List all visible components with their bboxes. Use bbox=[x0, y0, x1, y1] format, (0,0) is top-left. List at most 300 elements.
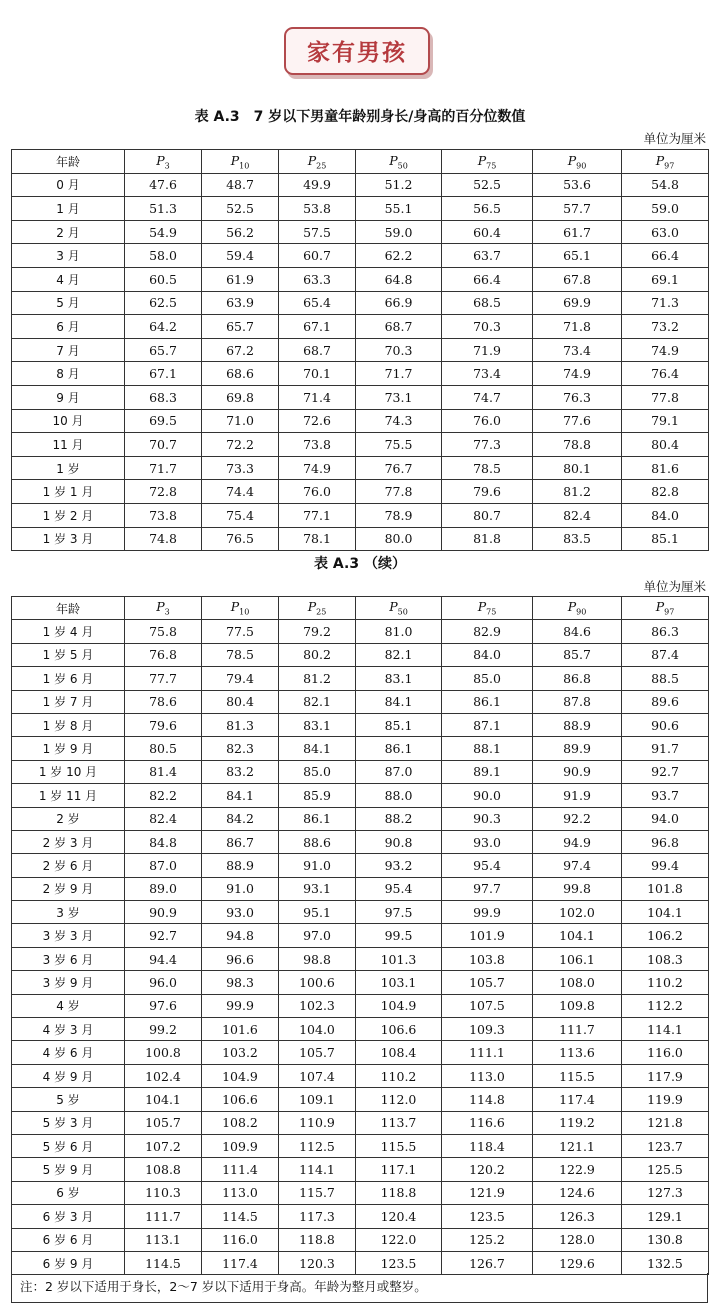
value-cell: 112.2 bbox=[622, 994, 709, 1017]
value-cell: 108.2 bbox=[202, 1111, 279, 1134]
value-cell: 102.0 bbox=[533, 901, 622, 924]
value-cell: 91.0 bbox=[279, 854, 356, 877]
value-cell: 108.8 bbox=[125, 1158, 202, 1181]
column-header-p3: $P_3$ bbox=[125, 597, 202, 620]
table-row bbox=[12, 173, 709, 197]
value-cell: 121.8 bbox=[622, 1111, 709, 1134]
value-cell: 82.1 bbox=[279, 690, 356, 713]
column-header-p97: $P_{97}$ bbox=[622, 150, 709, 174]
value-cell: 79.6 bbox=[442, 480, 533, 504]
value-cell: 89.6 bbox=[622, 690, 709, 713]
value-cell: 74.4 bbox=[202, 480, 279, 504]
value-cell: 98.8 bbox=[279, 947, 356, 970]
table-row bbox=[12, 480, 709, 504]
table-row bbox=[12, 362, 709, 386]
table-row bbox=[12, 620, 709, 643]
value-cell: 83.5 bbox=[533, 527, 622, 551]
table-row bbox=[12, 994, 709, 1017]
value-cell: 75.5 bbox=[356, 433, 442, 457]
value-cell: 90.9 bbox=[533, 760, 622, 783]
age-cell: 9 月 bbox=[12, 385, 125, 409]
value-cell: 76.4 bbox=[622, 362, 709, 386]
value-cell: 125.5 bbox=[622, 1158, 709, 1181]
value-cell: 67.1 bbox=[125, 362, 202, 386]
value-cell: 108.3 bbox=[622, 947, 709, 970]
value-cell: 76.7 bbox=[356, 456, 442, 480]
value-cell: 122.9 bbox=[533, 1158, 622, 1181]
table-row bbox=[12, 737, 709, 760]
value-cell: 93.2 bbox=[356, 854, 442, 877]
value-cell: 111.1 bbox=[442, 1041, 533, 1064]
value-cell: 76.0 bbox=[442, 409, 533, 433]
value-cell: 89.1 bbox=[442, 760, 533, 783]
value-cell: 90.8 bbox=[356, 830, 442, 853]
value-cell: 84.0 bbox=[442, 643, 533, 666]
value-cell: 129.1 bbox=[622, 1205, 709, 1228]
value-cell: 96.0 bbox=[125, 971, 202, 994]
value-cell: 92.7 bbox=[622, 760, 709, 783]
value-cell: 100.8 bbox=[125, 1041, 202, 1064]
value-cell: 51.2 bbox=[356, 173, 442, 197]
value-cell: 100.6 bbox=[279, 971, 356, 994]
value-cell: 58.0 bbox=[125, 244, 202, 268]
value-cell: 74.3 bbox=[356, 409, 442, 433]
value-cell: 101.6 bbox=[202, 1018, 279, 1041]
value-cell: 75.4 bbox=[202, 503, 279, 527]
value-cell: 88.1 bbox=[442, 737, 533, 760]
value-cell: 59.0 bbox=[356, 220, 442, 244]
value-cell: 55.1 bbox=[356, 197, 442, 221]
value-cell: 51.3 bbox=[125, 197, 202, 221]
value-cell: 83.2 bbox=[202, 760, 279, 783]
value-cell: 115.5 bbox=[356, 1134, 442, 1157]
table-row bbox=[12, 1205, 709, 1228]
value-cell: 59.0 bbox=[622, 197, 709, 221]
age-cell: 3 月 bbox=[12, 244, 125, 268]
value-cell: 84.6 bbox=[533, 620, 622, 643]
header-row bbox=[12, 597, 709, 620]
value-cell: 63.0 bbox=[622, 220, 709, 244]
age-cell: 10 月 bbox=[12, 409, 125, 433]
column-header-p90: $P_{90}$ bbox=[533, 597, 622, 620]
value-cell: 62.2 bbox=[356, 244, 442, 268]
value-cell: 93.7 bbox=[622, 784, 709, 807]
table-row bbox=[12, 1228, 709, 1251]
value-cell: 88.9 bbox=[533, 713, 622, 736]
value-cell: 124.6 bbox=[533, 1181, 622, 1204]
value-cell: 78.5 bbox=[442, 456, 533, 480]
value-cell: 76.5 bbox=[202, 527, 279, 551]
value-cell: 68.7 bbox=[356, 315, 442, 339]
value-cell: 111.7 bbox=[533, 1018, 622, 1041]
value-cell: 104.9 bbox=[202, 1064, 279, 1087]
value-cell: 117.9 bbox=[622, 1064, 709, 1087]
value-cell: 84.0 bbox=[622, 503, 709, 527]
value-cell: 60.4 bbox=[442, 220, 533, 244]
value-cell: 99.8 bbox=[533, 877, 622, 900]
value-cell: 109.9 bbox=[202, 1134, 279, 1157]
value-cell: 85.7 bbox=[533, 643, 622, 666]
value-cell: 96.6 bbox=[202, 947, 279, 970]
value-cell: 99.4 bbox=[622, 854, 709, 877]
value-cell: 115.5 bbox=[533, 1064, 622, 1087]
value-cell: 121.9 bbox=[442, 1181, 533, 1204]
value-cell: 78.8 bbox=[533, 433, 622, 457]
column-header-p75: $P_{75}$ bbox=[442, 597, 533, 620]
value-cell: 101.3 bbox=[356, 947, 442, 970]
value-cell: 86.3 bbox=[622, 620, 709, 643]
age-cell: 5 岁 bbox=[12, 1088, 125, 1111]
value-cell: 120.3 bbox=[279, 1251, 356, 1274]
value-cell: 104.1 bbox=[125, 1088, 202, 1111]
value-cell: 105.7 bbox=[125, 1111, 202, 1134]
value-cell: 113.0 bbox=[442, 1064, 533, 1087]
value-cell: 96.8 bbox=[622, 830, 709, 853]
value-cell: 82.9 bbox=[442, 620, 533, 643]
value-cell: 65.1 bbox=[533, 244, 622, 268]
table-row bbox=[12, 667, 709, 690]
value-cell: 74.8 bbox=[125, 527, 202, 551]
column-header-p90: $P_{90}$ bbox=[533, 150, 622, 174]
value-cell: 62.5 bbox=[125, 291, 202, 315]
value-cell: 107.2 bbox=[125, 1134, 202, 1157]
value-cell: 71.7 bbox=[125, 456, 202, 480]
value-cell: 116.0 bbox=[622, 1041, 709, 1064]
table-row bbox=[12, 1158, 709, 1181]
value-cell: 97.5 bbox=[356, 901, 442, 924]
value-cell: 89.0 bbox=[125, 877, 202, 900]
age-cell: 6 月 bbox=[12, 315, 125, 339]
age-cell: 6 岁 bbox=[12, 1181, 125, 1204]
value-cell: 77.1 bbox=[279, 503, 356, 527]
table-row bbox=[12, 315, 709, 339]
value-cell: 114.1 bbox=[279, 1158, 356, 1181]
value-cell: 71.3 bbox=[622, 291, 709, 315]
value-cell: 109.1 bbox=[279, 1088, 356, 1111]
brand-badge: 家有男孩 bbox=[284, 27, 430, 75]
value-cell: 70.3 bbox=[442, 315, 533, 339]
value-cell: 116.0 bbox=[202, 1228, 279, 1251]
value-cell: 79.6 bbox=[125, 713, 202, 736]
value-cell: 121.1 bbox=[533, 1134, 622, 1157]
value-cell: 125.2 bbox=[442, 1228, 533, 1251]
value-cell: 74.7 bbox=[442, 385, 533, 409]
value-cell: 76.0 bbox=[279, 480, 356, 504]
age-cell: 2 岁 6 月 bbox=[12, 854, 125, 877]
value-cell: 110.2 bbox=[622, 971, 709, 994]
value-cell: 87.1 bbox=[442, 713, 533, 736]
value-cell: 68.6 bbox=[202, 362, 279, 386]
value-cell: 84.1 bbox=[356, 690, 442, 713]
value-cell: 52.5 bbox=[442, 173, 533, 197]
column-header-p25: $P_{25}$ bbox=[279, 150, 356, 174]
value-cell: 104.9 bbox=[356, 994, 442, 1017]
value-cell: 94.0 bbox=[622, 807, 709, 830]
age-cell: 5 月 bbox=[12, 291, 125, 315]
value-cell: 63.3 bbox=[279, 267, 356, 291]
age-cell: 2 岁 bbox=[12, 807, 125, 830]
age-cell: 1 岁 11 月 bbox=[12, 784, 125, 807]
age-cell: 2 岁 3 月 bbox=[12, 830, 125, 853]
table-row bbox=[12, 924, 709, 947]
value-cell: 85.1 bbox=[622, 527, 709, 551]
table-row bbox=[12, 503, 709, 527]
column-header-p10: $P_{10}$ bbox=[202, 597, 279, 620]
value-cell: 109.8 bbox=[533, 994, 622, 1017]
table-title-continued: 表 A.3 （续） bbox=[314, 556, 406, 572]
value-cell: 99.2 bbox=[125, 1018, 202, 1041]
value-cell: 81.3 bbox=[202, 713, 279, 736]
value-cell: 110.2 bbox=[356, 1064, 442, 1087]
value-cell: 77.5 bbox=[202, 620, 279, 643]
age-cell: 5 岁 9 月 bbox=[12, 1158, 125, 1181]
value-cell: 84.2 bbox=[202, 807, 279, 830]
value-cell: 108.0 bbox=[533, 971, 622, 994]
value-cell: 94.8 bbox=[202, 924, 279, 947]
age-cell: 11 月 bbox=[12, 433, 125, 457]
value-cell: 91.0 bbox=[202, 877, 279, 900]
table-row bbox=[12, 267, 709, 291]
table-row bbox=[12, 409, 709, 433]
value-cell: 102.3 bbox=[279, 994, 356, 1017]
age-cell: 3 岁 6 月 bbox=[12, 947, 125, 970]
value-cell: 75.8 bbox=[125, 620, 202, 643]
value-cell: 99.9 bbox=[202, 994, 279, 1017]
value-cell: 85.0 bbox=[279, 760, 356, 783]
value-cell: 128.0 bbox=[533, 1228, 622, 1251]
value-cell: 88.9 bbox=[202, 854, 279, 877]
value-cell: 59.4 bbox=[202, 244, 279, 268]
age-cell: 1 岁 7 月 bbox=[12, 690, 125, 713]
value-cell: 105.7 bbox=[442, 971, 533, 994]
value-cell: 119.9 bbox=[622, 1088, 709, 1111]
value-cell: 74.9 bbox=[279, 456, 356, 480]
column-header-p50: $P_{50}$ bbox=[356, 150, 442, 174]
value-cell: 132.5 bbox=[622, 1251, 709, 1274]
table-row bbox=[12, 690, 709, 713]
value-cell: 67.8 bbox=[533, 267, 622, 291]
value-cell: 71.9 bbox=[442, 338, 533, 362]
table-row bbox=[12, 527, 709, 551]
value-cell: 90.6 bbox=[622, 713, 709, 736]
value-cell: 77.7 bbox=[125, 667, 202, 690]
table-row bbox=[12, 1134, 709, 1157]
value-cell: 88.0 bbox=[356, 784, 442, 807]
value-cell: 111.7 bbox=[125, 1205, 202, 1228]
unit-label: 单位为厘米 bbox=[643, 131, 706, 146]
age-cell: 1 月 bbox=[12, 197, 125, 221]
table-row bbox=[12, 1251, 709, 1274]
table-row bbox=[12, 643, 709, 666]
age-cell: 3 岁 3 月 bbox=[12, 924, 125, 947]
age-cell: 2 月 bbox=[12, 220, 125, 244]
value-cell: 63.7 bbox=[442, 244, 533, 268]
table-row bbox=[12, 220, 709, 244]
value-cell: 95.1 bbox=[279, 901, 356, 924]
value-cell: 84.1 bbox=[279, 737, 356, 760]
value-cell: 77.8 bbox=[622, 385, 709, 409]
value-cell: 99.5 bbox=[356, 924, 442, 947]
footnote: 注：2 岁以下适用于身长，2〜7 岁以下适用于身高。年龄为整月或整岁。 bbox=[11, 1273, 708, 1303]
value-cell: 64.8 bbox=[356, 267, 442, 291]
value-cell: 61.7 bbox=[533, 220, 622, 244]
value-cell: 82.4 bbox=[125, 807, 202, 830]
value-cell: 94.4 bbox=[125, 947, 202, 970]
table-row bbox=[12, 1041, 709, 1064]
value-cell: 114.1 bbox=[622, 1018, 709, 1041]
table-row bbox=[12, 338, 709, 362]
column-header-p50: $P_{50}$ bbox=[356, 597, 442, 620]
value-cell: 82.3 bbox=[202, 737, 279, 760]
value-cell: 127.3 bbox=[622, 1181, 709, 1204]
value-cell: 88.2 bbox=[356, 807, 442, 830]
column-header-p75: $P_{75}$ bbox=[442, 150, 533, 174]
value-cell: 113.6 bbox=[533, 1041, 622, 1064]
value-cell: 120.2 bbox=[442, 1158, 533, 1181]
value-cell: 114.5 bbox=[125, 1251, 202, 1274]
value-cell: 86.8 bbox=[533, 667, 622, 690]
value-cell: 123.5 bbox=[442, 1205, 533, 1228]
value-cell: 53.6 bbox=[533, 173, 622, 197]
value-cell: 103.1 bbox=[356, 971, 442, 994]
value-cell: 71.8 bbox=[533, 315, 622, 339]
value-cell: 86.1 bbox=[279, 807, 356, 830]
value-cell: 97.0 bbox=[279, 924, 356, 947]
value-cell: 67.2 bbox=[202, 338, 279, 362]
column-header-p25: $P_{25}$ bbox=[279, 597, 356, 620]
value-cell: 81.2 bbox=[279, 667, 356, 690]
value-cell: 113.1 bbox=[125, 1228, 202, 1251]
value-cell: 110.3 bbox=[125, 1181, 202, 1204]
age-cell: 5 岁 3 月 bbox=[12, 1111, 125, 1134]
value-cell: 106.6 bbox=[202, 1088, 279, 1111]
column-header-p3: $P_3$ bbox=[125, 150, 202, 174]
value-cell: 104.1 bbox=[622, 901, 709, 924]
value-cell: 56.2 bbox=[202, 220, 279, 244]
value-cell: 103.2 bbox=[202, 1041, 279, 1064]
value-cell: 71.4 bbox=[279, 385, 356, 409]
value-cell: 69.9 bbox=[533, 291, 622, 315]
value-cell: 71.0 bbox=[202, 409, 279, 433]
value-cell: 101.9 bbox=[442, 924, 533, 947]
value-cell: 73.1 bbox=[356, 385, 442, 409]
age-cell: 3 岁 bbox=[12, 901, 125, 924]
value-cell: 112.0 bbox=[356, 1088, 442, 1111]
unit-label: 单位为厘米 bbox=[643, 579, 706, 594]
age-cell: 1 岁 bbox=[12, 456, 125, 480]
value-cell: 71.7 bbox=[356, 362, 442, 386]
value-cell: 92.7 bbox=[125, 924, 202, 947]
value-cell: 95.4 bbox=[356, 877, 442, 900]
value-cell: 60.5 bbox=[125, 267, 202, 291]
value-cell: 81.8 bbox=[442, 527, 533, 551]
value-cell: 85.9 bbox=[279, 784, 356, 807]
header-row bbox=[12, 150, 709, 174]
value-cell: 80.1 bbox=[533, 456, 622, 480]
value-cell: 97.7 bbox=[442, 877, 533, 900]
value-cell: 81.4 bbox=[125, 760, 202, 783]
value-cell: 86.1 bbox=[356, 737, 442, 760]
column-header-age: 年龄 bbox=[12, 597, 125, 620]
value-cell: 117.3 bbox=[279, 1205, 356, 1228]
age-cell: 4 岁 6 月 bbox=[12, 1041, 125, 1064]
value-cell: 66.4 bbox=[442, 267, 533, 291]
value-cell: 85.1 bbox=[356, 713, 442, 736]
value-cell: 60.7 bbox=[279, 244, 356, 268]
value-cell: 76.8 bbox=[125, 643, 202, 666]
value-cell: 56.5 bbox=[442, 197, 533, 221]
value-cell: 80.4 bbox=[622, 433, 709, 457]
value-cell: 89.9 bbox=[533, 737, 622, 760]
value-cell: 82.4 bbox=[533, 503, 622, 527]
value-cell: 77.6 bbox=[533, 409, 622, 433]
value-cell: 73.3 bbox=[202, 456, 279, 480]
value-cell: 47.6 bbox=[125, 173, 202, 197]
value-cell: 99.9 bbox=[442, 901, 533, 924]
age-cell: 7 月 bbox=[12, 338, 125, 362]
value-cell: 106.2 bbox=[622, 924, 709, 947]
value-cell: 91.7 bbox=[622, 737, 709, 760]
value-cell: 69.1 bbox=[622, 267, 709, 291]
percentile-table bbox=[11, 149, 709, 551]
value-cell: 69.5 bbox=[125, 409, 202, 433]
age-cell: 4 月 bbox=[12, 267, 125, 291]
value-cell: 54.8 bbox=[622, 173, 709, 197]
value-cell: 80.5 bbox=[125, 737, 202, 760]
value-cell: 114.8 bbox=[442, 1088, 533, 1111]
value-cell: 129.6 bbox=[533, 1251, 622, 1274]
table-row bbox=[12, 760, 709, 783]
value-cell: 123.7 bbox=[622, 1134, 709, 1157]
value-cell: 88.6 bbox=[279, 830, 356, 853]
value-cell: 83.1 bbox=[279, 713, 356, 736]
value-cell: 84.1 bbox=[202, 784, 279, 807]
value-cell: 86.7 bbox=[202, 830, 279, 853]
value-cell: 113.7 bbox=[356, 1111, 442, 1134]
value-cell: 81.0 bbox=[356, 620, 442, 643]
value-cell: 97.4 bbox=[533, 854, 622, 877]
value-cell: 65.4 bbox=[279, 291, 356, 315]
value-cell: 79.1 bbox=[622, 409, 709, 433]
table-row bbox=[12, 1181, 709, 1204]
table-row bbox=[12, 456, 709, 480]
value-cell: 87.0 bbox=[125, 854, 202, 877]
value-cell: 77.3 bbox=[442, 433, 533, 457]
table-row bbox=[12, 830, 709, 853]
value-cell: 68.7 bbox=[279, 338, 356, 362]
table-row bbox=[12, 901, 709, 924]
age-cell: 1 岁 2 月 bbox=[12, 503, 125, 527]
value-cell: 123.5 bbox=[356, 1251, 442, 1274]
value-cell: 118.8 bbox=[279, 1228, 356, 1251]
value-cell: 112.5 bbox=[279, 1134, 356, 1157]
table-row bbox=[12, 433, 709, 457]
age-cell: 1 岁 5 月 bbox=[12, 643, 125, 666]
age-cell: 4 岁 bbox=[12, 994, 125, 1017]
value-cell: 81.2 bbox=[533, 480, 622, 504]
value-cell: 76.3 bbox=[533, 385, 622, 409]
value-cell: 113.0 bbox=[202, 1181, 279, 1204]
value-cell: 90.0 bbox=[442, 784, 533, 807]
value-cell: 70.3 bbox=[356, 338, 442, 362]
age-cell: 3 岁 9 月 bbox=[12, 971, 125, 994]
value-cell: 118.4 bbox=[442, 1134, 533, 1157]
value-cell: 81.6 bbox=[622, 456, 709, 480]
value-cell: 116.6 bbox=[442, 1111, 533, 1134]
value-cell: 103.8 bbox=[442, 947, 533, 970]
value-cell: 101.8 bbox=[622, 877, 709, 900]
percentile-table-continued bbox=[11, 596, 709, 1275]
